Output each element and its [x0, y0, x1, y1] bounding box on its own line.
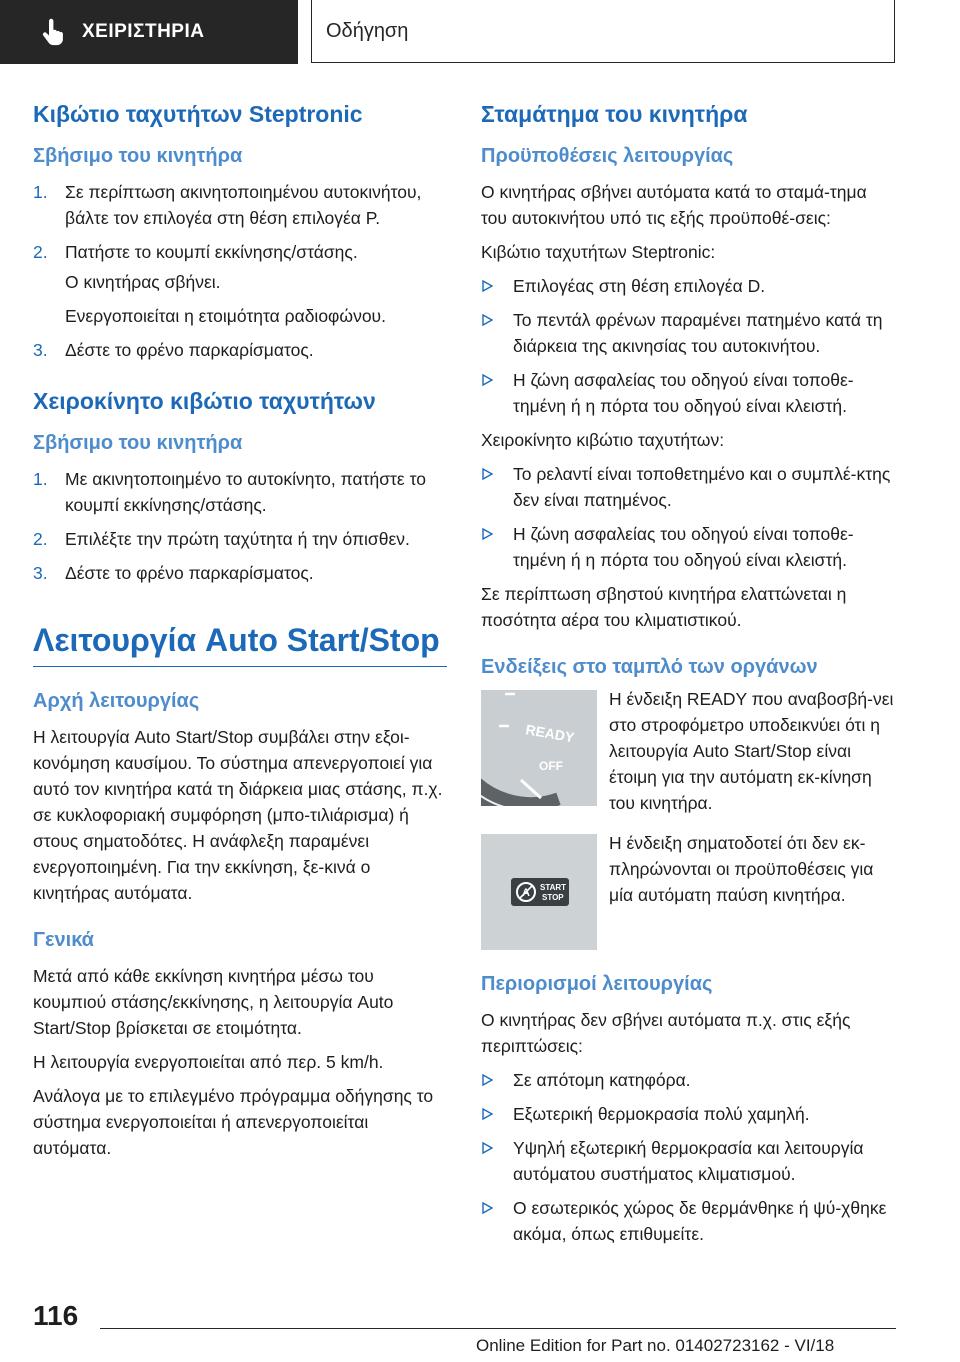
list-item: Το πεντάλ φρένων παραμένει πατημένο κατά τη διάρκεια της ακινησίας του αυτοκινήτου.	[481, 307, 897, 359]
list-item: Η ζώνη ασφαλείας του οδηγού είναι τοποθε-τημένη ή η πόρτα του οδηγού είναι κλειστή.	[481, 521, 897, 573]
triangle-bullet-icon	[481, 1108, 493, 1120]
list-item: Ο εσωτερικός χώρος δε θερμάνθηκε ή ψύ-χθηκε ακόμα, όπως επιθυμείτε.	[481, 1195, 897, 1247]
triangle-bullet-icon	[481, 468, 493, 480]
list-item: 2. Επιλέξτε την πρώτη ταχύτητα ή την όπισθεν.	[33, 528, 410, 549]
triangle-bullet-icon	[481, 528, 493, 540]
list-item: 1. Σε περίπτωση ακινητοποιημένου αυτοκινήτου, βάλτε τον επιλογέα στη θέση επιλογέα P.	[33, 181, 422, 228]
list-item: 3. Δέστε το φρένο παρκαρίσματος.	[33, 562, 314, 583]
list-item: Εξωτερική θερμοκρασία πολύ χαμηλή.	[481, 1101, 897, 1127]
stop-heading: Σταμάτημα του κινητήρα	[481, 101, 748, 127]
triangle-bullet-icon	[481, 1202, 493, 1214]
prereq-heading: Προϋποθέσεις λειτουργίας	[481, 144, 734, 167]
limits-heading: Περιορισμοί λειτουργίας	[481, 972, 713, 995]
prereq-intro: Ο κινητήρας σβήνει αυτόματα κατά το σταμά-τημα του αυτοκινήτου υπό τις εξής προϋποθέ-σεις:	[481, 181, 867, 228]
ready-indicator-text: READY	[524, 721, 576, 746]
general-paragraph: Μετά από κάθε εκκίνηση κινητήρα μέσω του κουμπιού στάσης/εκκίνησης, η λειτουργία Auto Start/Stop βρίσκεται σε ετοιμότητα.	[33, 965, 394, 1038]
manual-gearbox-subheading: Σβήσιμο του κινητήρα	[33, 431, 243, 454]
general-paragraph: Ανάλογα με το επιλεγμένο πρόγραμμα οδήγησης το σύστημα ενεργοποιείται ή απενεργοποιείται αυτόματα.	[33, 1085, 434, 1158]
ready-indicator-text-block: Η ένδειξη READY που αναβοσβή-νει στο στροφόμετρο υποδεικνύει ότι η λειτουργία Auto Start/Stop είναι έτοιμη για την αυτόματη εκ-κίνηση του κινητήρα.	[609, 688, 894, 813]
list-item: Σε απότομη κατηφόρα.	[481, 1067, 897, 1093]
manual-gearbox-heading: Χειροκίνητο κιβώτιο ταχυτήτων	[33, 387, 376, 414]
not-ready-indicator-text-block: Η ένδειξη σηματοδοτεί ότι δεν εκ-πληρώνονται οι προϋποθέσεις για μία αυτόματη παύση κινητήρα.	[609, 832, 874, 905]
ac-note: Σε περίπτωση σβηστού κινητήρα ελαττώνεται η ποσότητα αέρα του κλιματιστικού.	[481, 583, 847, 630]
principle-text: Η λειτουργία Auto Start/Stop συμβάλει στην εξοι-κονόμηση καυσίμου. Το σύστημα απενεργοποιεί για αυτό τον κινητήρα κατά τη διάρκεια μιας στάσης, π.χ. σε κυκλοφοριακή συμφόρηση (μπο-τιλιάρισμα) ή στους σηματοδότες. Η ανάφλεξη παραμένει ενεργοποιημένη. Για την εκκίνηση, ξε-κινά ο κινητήρας αυτόματα.	[33, 726, 443, 903]
step-note: Ο κινητήρας σβήνει.	[65, 271, 221, 292]
off-indicator-text: OFF	[539, 758, 563, 773]
page-number: 116	[33, 1300, 79, 1331]
manual-conditions	[481, 461, 897, 573]
triangle-bullet-icon	[481, 280, 493, 292]
list-item: Το ρελαντί είναι τοποθετημένο και ο συμπλέ-κτης δεν είναι πατημένος.	[481, 461, 897, 513]
svg-text:STOP: STOP	[542, 892, 564, 902]
autostop-heading: Λειτουργία Auto Start/Stop	[33, 620, 447, 667]
manual-tab-label: ΧΕΙΡΙΣΤΗΡΙΑ	[82, 21, 205, 42]
step-note: Ενεργοποιείται η ετοιμότητα ραδιοφώνου.	[65, 305, 386, 326]
list-item: 3. Δέστε το φρένο παρκαρίσματος.	[33, 339, 314, 360]
list-item: Η ζώνη ασφαλείας του οδηγού είναι τοποθε-τημένη ή η πόρτα του οδηγού είναι κλειστή.	[481, 367, 897, 419]
ready-indicator-block	[481, 690, 897, 816]
svg-text:A: A	[522, 886, 530, 899]
general-heading: Γενικά	[33, 928, 94, 951]
steptronic-subheading: Σβήσιμο του κινητήρα	[33, 144, 243, 167]
limits-list	[481, 1067, 897, 1247]
svg-text:START: START	[540, 882, 567, 892]
manual-tab[interactable]	[0, 0, 298, 64]
list-item: 1. Με ακινητοποιημένο το αυτοκίνητο, πατήστε το κουμπί εκκίνησης/στάσης.	[33, 468, 426, 515]
triangle-bullet-icon	[481, 1074, 493, 1086]
list-item: 2. Πατήστε το κουμπί εκκίνησης/στάσης.	[33, 241, 358, 262]
steptronic-steps	[33, 179, 447, 265]
start-stop-symbol-image	[481, 834, 597, 950]
right-column	[481, 100, 897, 1255]
edition-footer: Online Edition for Part no. 01402723162 - VI/18	[476, 1336, 835, 1355]
manual-steps	[33, 466, 447, 586]
list-item: Επιλογέας στη θέση επιλογέα D.	[481, 273, 897, 299]
steptronic-heading: Κιβώτιο ταχυτήτων Steptronic	[33, 101, 363, 127]
triangle-bullet-icon	[481, 374, 493, 386]
hand-pointer-icon	[38, 17, 68, 47]
limits-intro: Ο κινητήρας δεν σβήνει αυτόματα π.χ. στις εξής περιπτώσεις:	[481, 1009, 851, 1056]
principle-heading: Αρχή λειτουργίας	[33, 689, 200, 712]
list-item: Υψηλή εξωτερική θερμοκρασία και λειτουργία αυτόματου συστήματος κλιματισμού.	[481, 1135, 897, 1187]
section-tab-label: Οδήγηση	[326, 19, 409, 42]
triangle-bullet-icon	[481, 1142, 493, 1154]
page-header	[0, 0, 960, 66]
not-ready-indicator-block	[481, 834, 897, 950]
steptronic-conditions	[481, 273, 897, 419]
triangle-bullet-icon	[481, 314, 493, 326]
steptronic-label: Κιβώτιο ταχυτήτων Steptronic:	[481, 241, 716, 262]
indicators-heading: Ενδείξεις στο ταμπλό των οργάνων	[481, 655, 818, 678]
manual-label: Χειροκίνητο κιβώτιο ταχυτήτων:	[481, 429, 725, 450]
footer-divider	[100, 1328, 896, 1329]
left-column	[33, 100, 447, 1169]
steptronic-steps-cont	[33, 337, 447, 363]
general-paragraph: Η λειτουργία ενεργοποιείται από περ. 5 km/h.	[33, 1051, 384, 1072]
ready-gauge-image	[481, 690, 597, 806]
section-tab[interactable]	[311, 0, 895, 63]
